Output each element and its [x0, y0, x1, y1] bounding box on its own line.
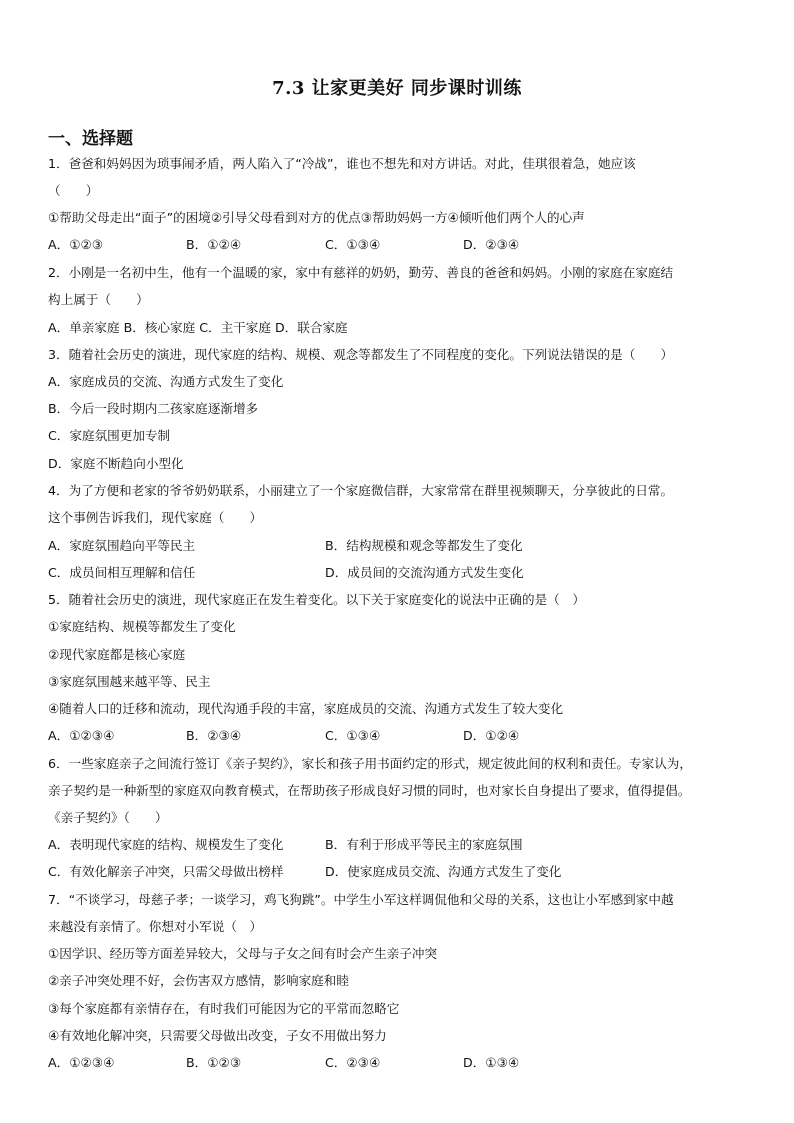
q5-option-a: A．①②③④ [48, 728, 115, 743]
q5-item-4: ④随着人口的迁移和流动，现代沟通手段的丰富，家庭成员的交流、沟通方式发生了较大变化 [48, 701, 564, 716]
q1-option-b: B．①②④ [186, 237, 242, 252]
q5-option-b: B．②③④ [186, 728, 242, 743]
q5-item-1: ①家庭结构、规模等都发生了变化 [48, 619, 236, 634]
q7-option-b: B．①②③ [186, 1055, 242, 1070]
q6-stem-line1: 6．一些家庭亲子之间流行签订《亲子契约》，家长和孩子用书面约定的形式，规定彼此间的权利和责任。专家认为， [48, 756, 692, 771]
q7-item-3: ③每个家庭都有亲情存在，有时我们可能因为它的平常而忽略它 [48, 1001, 400, 1016]
q6-option-a: A．表明现代家庭的结构、规模发生了变化 [48, 837, 284, 852]
q4-option-b: B．结构规模和观念等都发生了变化 [325, 538, 523, 553]
q6-option-d: D．使家庭成员交流、沟通方式发生了变化 [325, 864, 562, 879]
q4-option-c: C．成员间相互理解和信任 [48, 565, 196, 580]
q7-item-2: ②亲子冲突处理不好，会伤害双方感情，影响家庭和睦 [48, 973, 349, 988]
q7-item-4: ④有效地化解冲突，只需要父母做出改变，子女不用做出努力 [48, 1028, 387, 1043]
q5-option-d: D．①②④ [463, 728, 520, 743]
q1-stem-line2: （ ） [48, 183, 99, 198]
q3-option-c: C．家庭氛围更加专制 [48, 428, 171, 443]
q6-stem-line2: 亲子契约是一种新型的家庭双向教育模式，在帮助孩子形成良好习惯的同时，也对家长自身提出了要求，值得提倡。 [48, 783, 691, 798]
q3-option-a: A．家庭成员的交流、沟通方式发生了变化 [48, 374, 284, 389]
q5-option-c: C．①③④ [325, 728, 381, 743]
q1-option-c: C．①③④ [325, 237, 381, 252]
q4-stem-line1: 4．为了方便和老家的爷爷奶奶联系，小丽建立了一个家庭微信群，大家常常在群里视频聊天，分享彼此的日常。 [48, 483, 674, 498]
q5-stem: 5．随着社会历史的演进，现代家庭正在发生着变化。以下关于家庭变化的说法中正确的是（ ） [48, 592, 585, 607]
q1-option-d: D．②③④ [463, 237, 520, 252]
q2-stem-line1: 2．小刚是一名初中生，他有一个温暖的家，家中有慈祥的奶奶，勤劳、善良的爸爸和妈妈。小刚的家庭在家庭结 [48, 265, 674, 280]
q1-stem-line1: 1．爸爸和妈妈因为琐事闹矛盾，两人陷入了“冷战”，谁也不想先和对方讲话。对此，佳琪很着急，她应该 [48, 156, 636, 171]
q1-items: ①帮助父母走出“面子”的困境②引导父母看到对方的优点③帮助妈妈一方④倾听他们两个人的心声 [48, 210, 585, 225]
q2-options: A．单亲家庭 B．核心家庭 C．主干家庭 D．联合家庭 [48, 320, 348, 335]
q3-option-d: D．家庭不断趋向小型化 [48, 456, 184, 471]
q7-item-1: ①因学识、经历等方面差异较大，父母与子女之间有时会产生亲子冲突 [48, 946, 438, 961]
q7-stem-line2: 来越没有亲情了。你想对小军说（ ） [48, 919, 263, 934]
q4-option-d: D．成员间的交流沟通方式发生变化 [325, 565, 524, 580]
q3-option-b: B．今后一段时期内二孩家庭逐渐增多 [48, 401, 259, 416]
q1-option-a: A．①②③ [48, 237, 104, 252]
q6-option-b: B．有利于形成平等民主的家庭氛围 [325, 837, 523, 852]
q7-option-d: D．①③④ [463, 1055, 520, 1070]
q6-stem-line3: 《亲子契约》（ ） [48, 810, 168, 825]
q6-option-c: C．有效化解亲子冲突，只需父母做出榜样 [48, 864, 284, 879]
q7-option-a: A．①②③④ [48, 1055, 115, 1070]
q7-stem-line1: 7．“不谈学习，母慈子孝；一谈学习，鸡飞狗跳”。中学生小军这样调侃他和父母的关系，这也让小军感到家中越 [48, 892, 674, 907]
q4-stem-line2: 这个事例告诉我们，现代家庭（ ） [48, 510, 263, 525]
q2-stem-line2: 构上属于（ ） [48, 292, 149, 307]
section-heading: 一、选择题 [48, 129, 133, 149]
q7-option-c: C．②③④ [325, 1055, 381, 1070]
q4-option-a: A．家庭氛围趋向平等民主 [48, 538, 196, 553]
page-title: 7.3 让家更美好 同步课时训练 [272, 78, 522, 99]
q5-item-3: ③家庭氛围越来越平等、民主 [48, 674, 211, 689]
q3-stem: 3．随着社会历史的演进，现代家庭的结构、规模、观念等都发生了不同程度的变化。下列说法错误的是（ ） [48, 347, 674, 362]
q5-item-2: ②现代家庭都是核心家庭 [48, 647, 186, 662]
